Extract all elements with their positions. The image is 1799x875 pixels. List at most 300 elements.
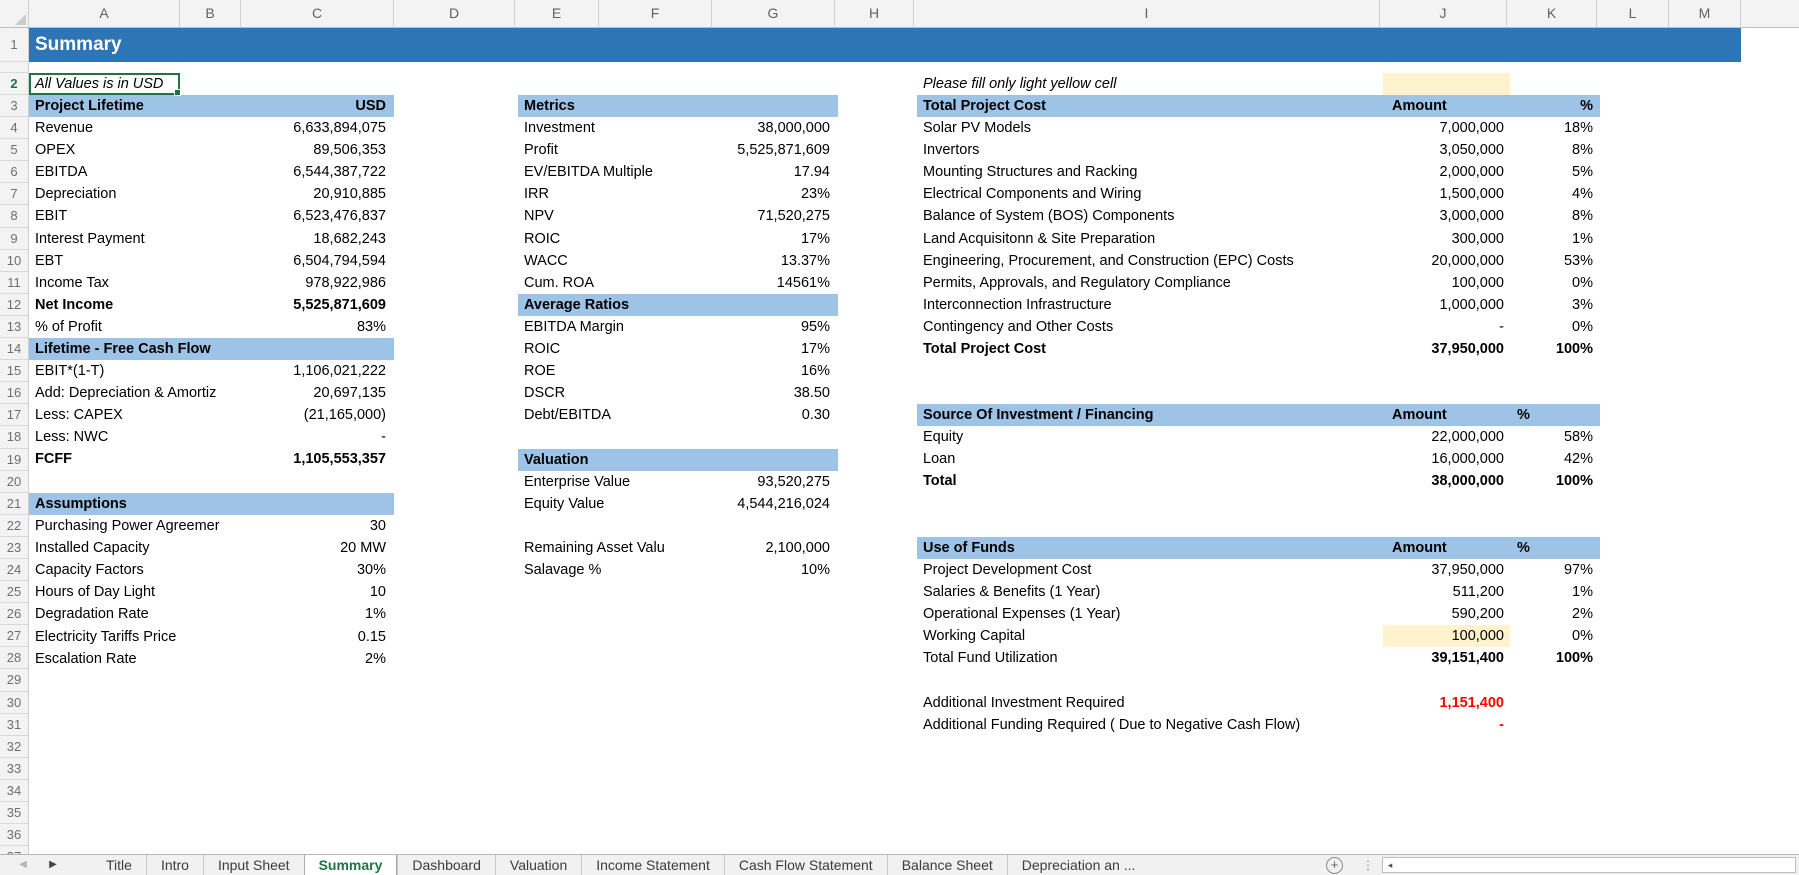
row-header[interactable]: 24 [0, 559, 28, 581]
row-label: Solar PV Models [923, 120, 1031, 137]
column-header[interactable] [712, 0, 835, 27]
sheet-tab[interactable]: Intro [146, 855, 203, 875]
column-header-label: C [311, 5, 323, 21]
row-percent: 100% [1555, 650, 1593, 667]
row-percent: 0% [1572, 628, 1593, 645]
table-row[interactable] [917, 205, 1600, 227]
table-row[interactable] [917, 581, 1600, 603]
table-row[interactable] [29, 626, 394, 648]
row-header-selected[interactable]: 2 [0, 73, 28, 95]
table-row[interactable] [917, 625, 1600, 647]
row-value: 0.30 [801, 407, 830, 424]
row-header[interactable]: 16 [0, 382, 28, 404]
row-label: FCFF [35, 451, 73, 468]
sheet-nav-prev-icon[interactable]: ◀ [19, 859, 27, 870]
row-label: Contingency and Other Costs [923, 318, 1114, 335]
sheet-tab[interactable]: Input Sheet [203, 855, 304, 875]
section-title: Average Ratios [524, 297, 630, 313]
row-percent: 0% [1572, 274, 1593, 291]
table-row[interactable] [29, 360, 394, 382]
table-row[interactable] [518, 404, 838, 426]
row-percent: 53% [1563, 252, 1593, 269]
table-row[interactable] [29, 581, 394, 603]
column-header[interactable] [29, 0, 180, 27]
row-label: Operational Expenses (1 Year) [923, 606, 1121, 623]
row-label: Total [923, 473, 957, 490]
row-amount: 2,000,000 [1439, 164, 1504, 181]
row-value: - [381, 429, 386, 446]
tab-options-icon[interactable]: ⋮ [1362, 858, 1374, 872]
column-header[interactable] [599, 0, 712, 27]
row-header[interactable]: 33 [0, 758, 28, 780]
sheet-tab[interactable]: Depreciation an ... [1007, 855, 1150, 875]
table-row[interactable] [917, 714, 1600, 736]
row-label: Revenue [35, 120, 94, 137]
row-value: 10% [800, 562, 830, 579]
column-header[interactable] [1669, 0, 1741, 27]
sheet-title-cell[interactable]: Summary [29, 28, 1741, 62]
project-lifetime-table [29, 95, 394, 338]
row-label: Cum. ROA [524, 274, 595, 291]
percent-header: % [1517, 540, 1530, 556]
table-row[interactable] [917, 603, 1600, 625]
unit-header: USD [355, 98, 386, 114]
section-title: Project Lifetime [35, 98, 144, 114]
row-label: Permits, Approvals, and Regulatory Compliance [923, 274, 1231, 291]
column-header-label: M [1698, 5, 1711, 21]
row-percent: 8% [1572, 142, 1593, 159]
row-value: 1,106,021,222 [293, 363, 386, 380]
row-label: Electrical Components and Wiring [923, 186, 1142, 203]
column-header-label: L [1628, 5, 1637, 21]
row-value: 5,525,871,609 [737, 142, 830, 159]
column-header-strip [0, 0, 1799, 28]
row-label: IRR [524, 186, 549, 203]
column-header-label: J [1439, 5, 1447, 21]
row-amount: - [1499, 717, 1504, 734]
row-header[interactable]: 12 [0, 294, 28, 316]
row-header[interactable]: 7 [0, 183, 28, 205]
row-value: 16% [800, 363, 830, 380]
row-header[interactable]: 25 [0, 581, 28, 603]
row-amount: 100,000 [1383, 625, 1510, 647]
row-header[interactable]: 15 [0, 360, 28, 382]
row-header-gap [0, 62, 28, 73]
row-label: EBITDA Margin [524, 319, 624, 336]
valuation-table [518, 449, 838, 515]
row-value: 13.37% [780, 252, 830, 269]
row-header[interactable]: 11 [0, 272, 28, 294]
row-header[interactable]: 34 [0, 780, 28, 802]
sheet-nav-next-icon[interactable]: ▶ [49, 859, 57, 870]
row-percent: 2% [1572, 606, 1593, 623]
sheet-tab[interactable]: Title [106, 857, 132, 873]
table-row[interactable] [917, 559, 1600, 581]
table-row[interactable] [518, 117, 838, 139]
row-label: Salavage % [524, 562, 602, 579]
table-row[interactable] [29, 117, 394, 139]
row-percent [1510, 692, 1600, 714]
table-row[interactable] [29, 316, 394, 338]
row-amount: 37,950,000 [1431, 562, 1504, 579]
table-row[interactable] [518, 183, 838, 205]
row-label: Additional Investment Required [923, 695, 1125, 711]
row-label: Degradation Rate [35, 606, 149, 623]
table-row[interactable] [29, 404, 394, 426]
row-label: DSCR [524, 385, 566, 402]
metrics-table [518, 95, 838, 294]
row-header[interactable]: 1 [0, 28, 28, 62]
row-value: 14561% [776, 274, 830, 291]
row-percent: 8% [1572, 208, 1593, 225]
row-value: 1,105,553,357 [293, 451, 386, 468]
amount-header: Amount [1392, 98, 1447, 114]
row-label: Land Acquisitonn & Site Preparation [923, 230, 1156, 247]
row-label: Installed Capacity [35, 540, 150, 557]
row-percent: 18% [1563, 120, 1593, 137]
column-header[interactable] [1597, 0, 1669, 27]
percent-header: % [1517, 407, 1530, 423]
table-row[interactable] [917, 470, 1600, 492]
column-header-label: F [650, 5, 660, 21]
free-cash-flow-header[interactable] [29, 338, 394, 360]
table-row[interactable] [518, 493, 838, 515]
sheet-tab-bar [0, 854, 1799, 875]
table-row[interactable] [518, 139, 838, 161]
table-row[interactable] [518, 559, 838, 581]
row-header[interactable]: 3 [0, 95, 28, 117]
table-row[interactable] [518, 360, 838, 382]
table-row[interactable] [518, 272, 838, 294]
row-value: 71,520,275 [757, 208, 830, 225]
row-value: 0.15 [357, 628, 386, 645]
sheet-tab[interactable]: Valuation [495, 855, 581, 875]
row-value: 83% [356, 318, 386, 335]
table-row[interactable] [29, 448, 394, 470]
table-row[interactable] [29, 537, 394, 559]
row-percent: 1% [1572, 230, 1593, 247]
row-label: Invertors [923, 142, 980, 159]
table-row[interactable] [917, 228, 1600, 250]
row-header[interactable]: 6 [0, 161, 28, 183]
table-row[interactable] [917, 272, 1600, 294]
row-value: 23% [800, 186, 830, 203]
column-header[interactable] [394, 0, 515, 27]
amount-header: Amount [1392, 540, 1447, 556]
row-header[interactable]: 23 [0, 537, 28, 559]
column-header-label: G [767, 5, 779, 21]
sheet-tab[interactable]: Dashboard [397, 855, 495, 875]
values-note[interactable]: All Values is in USD [35, 76, 164, 92]
table-row[interactable] [917, 316, 1600, 338]
sheet-tab[interactable]: Balance Sheet [887, 855, 1007, 875]
row-header-strip [0, 28, 29, 854]
row-label: Equity Value [524, 496, 605, 513]
section-title: Metrics [524, 98, 575, 114]
table-row[interactable] [29, 161, 394, 183]
row-percent: 100% [1555, 473, 1593, 490]
add-sheet-icon[interactable]: + [1326, 857, 1343, 874]
row-header[interactable]: 22 [0, 515, 28, 537]
row-header[interactable]: 9 [0, 228, 28, 250]
column-header-label: B [205, 5, 215, 21]
yellow-cell-note[interactable]: Please fill only light yellow cell [923, 76, 1117, 92]
section-title: Total Project Cost [923, 98, 1046, 114]
sheet-tab[interactable]: Income Statement [581, 855, 724, 875]
table-row[interactable] [917, 448, 1600, 470]
table-row[interactable] [29, 382, 394, 404]
row-header[interactable]: 4 [0, 117, 28, 139]
row-label: EBIT [35, 208, 68, 225]
row-amount: 38,000,000 [1431, 473, 1504, 490]
row-label: Less: NWC [35, 429, 109, 446]
row-header[interactable]: 19 [0, 449, 28, 471]
table-row[interactable] [29, 250, 394, 272]
row-value: 17% [800, 341, 830, 358]
row-label: EV/EBITDA Multiple [524, 164, 653, 181]
valuation-header[interactable] [518, 449, 838, 471]
table-row[interactable] [917, 692, 1600, 714]
row-percent: 0% [1572, 318, 1593, 335]
row-amount: 3,050,000 [1439, 142, 1504, 159]
row-label: NPV [524, 208, 554, 225]
row-header[interactable]: 30 [0, 692, 28, 714]
row-header[interactable]: 28 [0, 647, 28, 669]
table-row[interactable] [917, 250, 1600, 272]
column-header[interactable] [914, 0, 1380, 27]
row-header[interactable]: 31 [0, 714, 28, 736]
total-project-cost-table [917, 95, 1600, 360]
row-value: 6,544,387,722 [293, 164, 386, 181]
row-amount: 39,151,400 [1431, 650, 1504, 667]
row-header[interactable]: 18 [0, 426, 28, 448]
table-row[interactable] [518, 382, 838, 404]
column-header-label: H [868, 5, 880, 21]
table-row[interactable] [518, 537, 838, 559]
row-header[interactable]: 13 [0, 316, 28, 338]
row-value: 30 [369, 518, 386, 535]
row-amount: 100,000 [1451, 274, 1504, 291]
row-header[interactable]: 5 [0, 139, 28, 161]
row-header[interactable]: 27 [0, 625, 28, 647]
table-row[interactable] [518, 338, 838, 360]
row-value: 17.94 [793, 164, 830, 181]
row-label: Balance of System (BOS) Components [923, 208, 1175, 225]
table-row[interactable] [518, 228, 838, 250]
column-header-label: K [1546, 5, 1557, 21]
average-ratios-header[interactable] [518, 294, 838, 316]
table-row[interactable] [518, 161, 838, 183]
row-label: Depreciation [35, 186, 117, 203]
scrollbar-track[interactable] [1397, 858, 1795, 872]
row-label: EBIT*(1-T) [35, 363, 105, 380]
average-ratios-table [518, 294, 838, 427]
section-title: Source Of Investment / Financing [923, 407, 1154, 423]
row-label: Total Project Cost [923, 341, 1046, 358]
table-row[interactable] [917, 161, 1600, 183]
column-header[interactable] [241, 0, 394, 27]
horizontal-scrollbar[interactable] [1382, 857, 1796, 873]
row-percent: 100% [1555, 341, 1593, 358]
row-label: Escalation Rate [35, 650, 137, 667]
row-amount: 16,000,000 [1431, 451, 1504, 468]
row-label: ROIC [524, 230, 561, 247]
row-label: Interest Payment [35, 230, 145, 247]
row-value: 2,100,000 [765, 540, 830, 556]
row-amount: 1,000,000 [1439, 296, 1504, 313]
row-value: 95% [800, 319, 830, 336]
table-row[interactable] [917, 117, 1600, 139]
table-row[interactable] [29, 294, 394, 316]
row-value: 20,910,885 [313, 186, 386, 203]
row-label: EBITDA [35, 164, 88, 181]
row-value: 6,504,794,594 [293, 252, 386, 269]
column-headers [29, 0, 1741, 27]
yellow-input-cell[interactable] [1383, 73, 1510, 95]
financing-header[interactable] [917, 404, 1600, 426]
row-label: Equity [923, 429, 964, 446]
row-label: Capacity Factors [35, 562, 144, 579]
table-row[interactable] [518, 316, 838, 338]
row-value: 978,922,986 [305, 274, 386, 291]
table-row[interactable] [29, 515, 394, 537]
row-value: 1% [365, 606, 386, 623]
row-header[interactable]: 21 [0, 493, 28, 515]
sheet-tab[interactable]: Summary [304, 855, 398, 875]
table-row[interactable] [518, 205, 838, 227]
row-percent: 1% [1572, 584, 1593, 601]
row-label: Total Fund Utilization [923, 650, 1058, 667]
percent-header: % [1580, 98, 1593, 114]
row-header[interactable]: 17 [0, 404, 28, 426]
row-amount: 3,000,000 [1439, 208, 1504, 225]
financing-table [917, 404, 1600, 492]
select-all-corner[interactable] [0, 0, 29, 27]
use-of-funds-table [917, 537, 1600, 670]
row-value: 5,525,871,609 [293, 296, 386, 313]
row-header[interactable]: 10 [0, 250, 28, 272]
table-row[interactable] [29, 559, 394, 581]
row-headers [0, 95, 28, 868]
row-label: Working Capital [923, 628, 1026, 645]
row-label: Mounting Structures and Racking [923, 164, 1138, 181]
row-label: OPEX [35, 142, 76, 159]
row-value: 17% [800, 230, 830, 247]
row-amount: 1,151,400 [1439, 695, 1504, 711]
row-label: Project Development Cost [923, 562, 1092, 579]
table-row[interactable] [29, 228, 394, 250]
sheet-tab[interactable]: Cash Flow Statement [724, 855, 887, 875]
column-header-label: I [1144, 5, 1149, 21]
metrics-header[interactable] [518, 95, 838, 117]
table-row[interactable] [29, 183, 394, 205]
row-label: Purchasing Power Agreemer [35, 518, 220, 535]
use-of-funds-header[interactable] [917, 537, 1600, 559]
row-label: Less: CAPEX [35, 407, 123, 424]
row-header[interactable]: 14 [0, 338, 28, 360]
row-label: Salaries & Benefits (1 Year) [923, 584, 1101, 601]
assumptions-header[interactable] [29, 493, 394, 515]
table-row[interactable] [917, 647, 1600, 669]
row-label: Profit [524, 142, 558, 159]
row-label: Investment [524, 120, 595, 137]
row-percent: 4% [1572, 186, 1593, 203]
row-header[interactable]: 20 [0, 471, 28, 493]
row-amount: 1,500,000 [1439, 186, 1504, 203]
row-label: Remaining Asset Valu [524, 540, 665, 556]
row-label: Enterprise Value [524, 474, 631, 491]
table-row[interactable] [917, 294, 1600, 316]
row-header[interactable]: 29 [0, 669, 28, 691]
section-title: Assumptions [35, 496, 127, 512]
row-value: 20,697,135 [313, 385, 386, 402]
row-label: Additional Funding Required ( Due to Negative Cash Flow) [923, 717, 1301, 734]
table-row[interactable] [29, 648, 394, 670]
column-header[interactable] [180, 0, 241, 27]
row-value: 20 MW [340, 540, 386, 557]
total-project-cost-header[interactable] [917, 95, 1600, 117]
row-value: 18,682,243 [313, 230, 386, 247]
row-value: 38.50 [793, 385, 830, 402]
row-amount: 511,200 [1452, 584, 1504, 601]
column-header[interactable] [835, 0, 914, 27]
row-label: Loan [923, 451, 956, 468]
table-row[interactable] [917, 426, 1600, 448]
scroll-left-icon[interactable]: ◂ [1387, 860, 1393, 870]
row-value: 4,544,216,024 [737, 496, 830, 513]
section-title: Use of Funds [923, 540, 1015, 556]
row-label: Add: Depreciation & Amortiz [35, 385, 217, 402]
table-row[interactable] [518, 471, 838, 493]
salvage-table [518, 537, 838, 581]
column-header-label: D [448, 5, 460, 21]
row-header[interactable]: 32 [0, 736, 28, 758]
row-label: WACC [524, 252, 568, 269]
row-label: Debt/EBITDA [524, 407, 612, 424]
section-title: Valuation [524, 452, 589, 468]
amount-header: Amount [1392, 407, 1447, 423]
row-header[interactable]: 36 [0, 824, 28, 846]
table-row[interactable] [29, 603, 394, 625]
column-header[interactable] [515, 0, 599, 27]
table-row[interactable] [29, 426, 394, 448]
table-row[interactable] [917, 139, 1600, 161]
row-label: ROIC [524, 341, 561, 358]
row-label: Interconnection Infrastructure [923, 296, 1112, 313]
project-lifetime-header[interactable] [29, 95, 394, 117]
table-row[interactable] [29, 272, 394, 294]
sheet-tabs [92, 855, 1149, 875]
row-amount: 590,200 [1451, 606, 1504, 623]
row-amount: 22,000,000 [1431, 429, 1504, 446]
row-value: 89,506,353 [313, 142, 386, 159]
table-row[interactable] [29, 205, 394, 227]
row-label: ROE [524, 363, 556, 380]
row-value: 30% [356, 562, 386, 579]
table-row[interactable] [29, 139, 394, 161]
row-label: Engineering, Procurement, and Construction (EPC) Costs [923, 252, 1294, 269]
row-header[interactable]: 26 [0, 603, 28, 625]
table-row[interactable] [518, 250, 838, 272]
free-cash-flow-table [29, 338, 394, 471]
table-row[interactable] [917, 183, 1600, 205]
row-label: Income Tax [35, 274, 109, 291]
column-header[interactable] [1507, 0, 1597, 27]
row-header[interactable]: 8 [0, 205, 28, 227]
row-header[interactable]: 35 [0, 802, 28, 824]
table-row[interactable] [917, 338, 1600, 360]
column-header[interactable] [1380, 0, 1507, 27]
